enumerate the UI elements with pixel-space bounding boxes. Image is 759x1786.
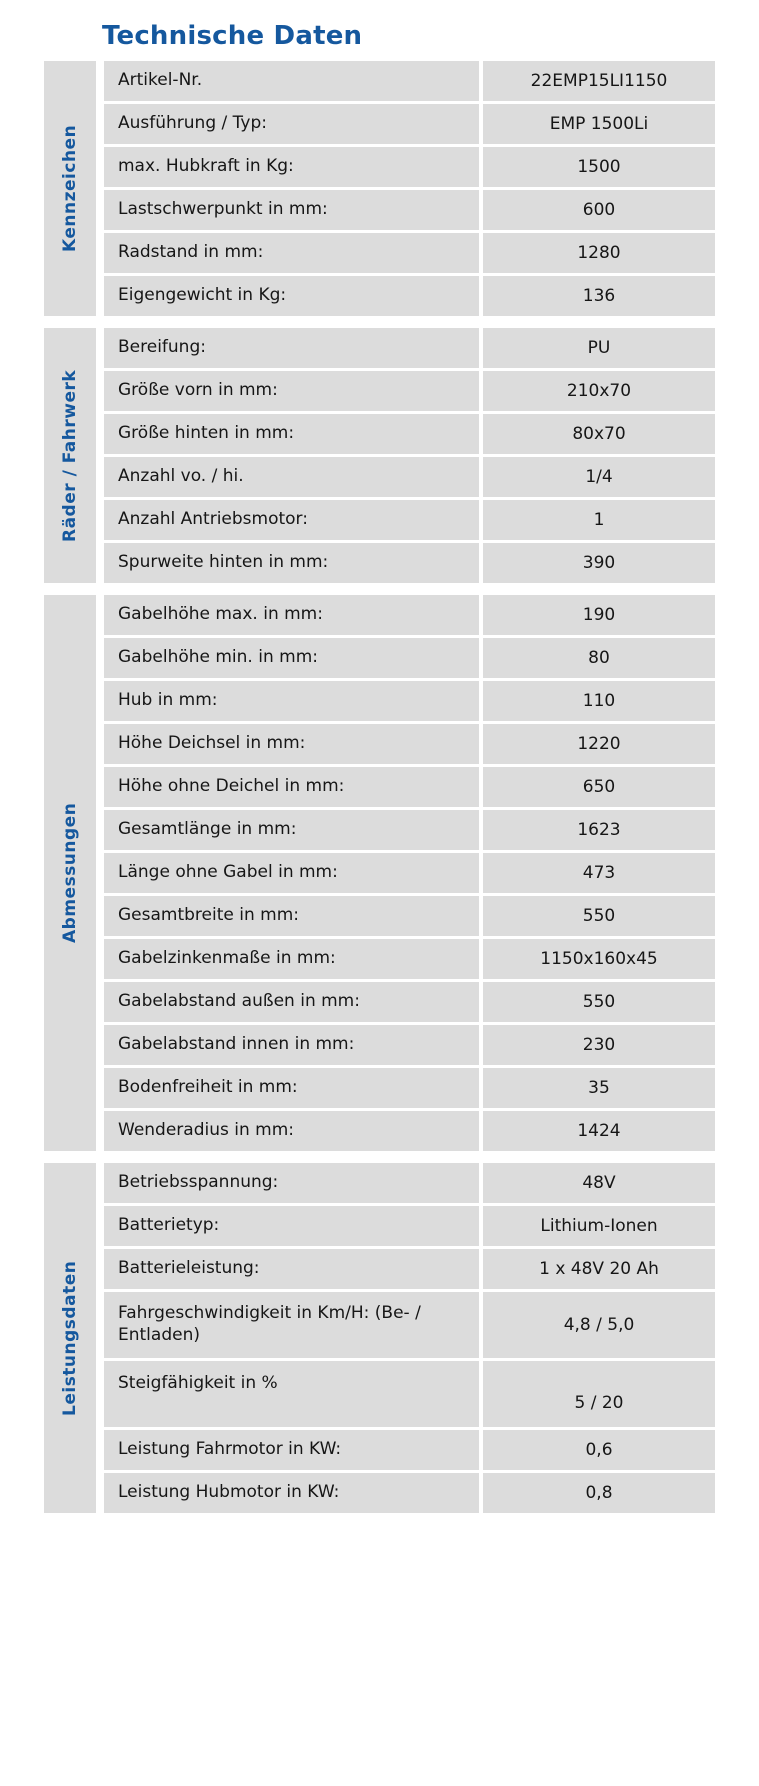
table-row xyxy=(104,543,715,583)
section-label-column xyxy=(44,595,96,1151)
spec-label: Bodenfreiheit in mm: xyxy=(104,1068,479,1108)
spec-label: Anzahl Antriebsmotor: xyxy=(104,500,479,540)
spec-label: Größe vorn in mm: xyxy=(104,371,479,411)
table-row xyxy=(104,939,715,979)
spec-label: Bereifung: xyxy=(104,328,479,368)
table-row xyxy=(104,1292,715,1358)
section-label-column xyxy=(44,328,96,583)
table-row xyxy=(104,457,715,497)
spec-label: Gabelhöhe min. in mm: xyxy=(104,638,479,678)
spec-label: Eigengewicht in Kg: xyxy=(104,276,479,316)
spec-value: 1280 xyxy=(483,233,715,273)
table-row xyxy=(104,1163,715,1203)
spec-value: 4,8 / 5,0 xyxy=(483,1292,715,1358)
spec-value: 35 xyxy=(483,1068,715,1108)
table-row xyxy=(104,147,715,187)
table-row xyxy=(104,190,715,230)
spec-label: Wenderadius in mm: xyxy=(104,1111,479,1151)
spec-value: 80 xyxy=(483,638,715,678)
spec-label: Gabelabstand außen in mm: xyxy=(104,982,479,1022)
spec-label: Hub in mm: xyxy=(104,681,479,721)
table-row xyxy=(104,595,715,635)
spec-label: Batterieleistung: xyxy=(104,1249,479,1289)
spec-section xyxy=(44,595,715,1151)
spec-label: Gesamtlänge in mm: xyxy=(104,810,479,850)
table-row xyxy=(104,276,715,316)
spec-value: 473 xyxy=(483,853,715,893)
spec-value: 22EMP15LI1150 xyxy=(483,61,715,101)
section-rows xyxy=(104,1163,715,1513)
spec-value: 136 xyxy=(483,276,715,316)
spec-label: Höhe Deichsel in mm: xyxy=(104,724,479,764)
spec-label: Leistung Fahrmotor in KW: xyxy=(104,1430,479,1470)
table-row xyxy=(104,982,715,1022)
section-label-column xyxy=(44,61,96,316)
spec-label: Größe hinten in mm: xyxy=(104,414,479,454)
spec-label: Fahrgeschwindigkeit in Km/H: (Be- / Entladen) xyxy=(104,1292,479,1358)
table-row xyxy=(104,853,715,893)
spec-value: 1 xyxy=(483,500,715,540)
spec-label: Anzahl vo. / hi. xyxy=(104,457,479,497)
section-label-text: Kennzeichen xyxy=(60,124,80,252)
table-row xyxy=(104,1473,715,1513)
table-row xyxy=(104,1068,715,1108)
spec-value: EMP 1500Li xyxy=(483,104,715,144)
spec-label: Gabelzinkenmaße in mm: xyxy=(104,939,479,979)
spec-label: Leistung Hubmotor in KW: xyxy=(104,1473,479,1513)
spec-value: 1424 xyxy=(483,1111,715,1151)
table-row xyxy=(104,896,715,936)
spec-label: Batterietyp: xyxy=(104,1206,479,1246)
spec-value: 0,8 xyxy=(483,1473,715,1513)
spec-value: 110 xyxy=(483,681,715,721)
spec-value: 80x70 xyxy=(483,414,715,454)
spec-section xyxy=(44,1163,715,1513)
table-row xyxy=(104,638,715,678)
section-rows xyxy=(104,61,715,316)
spec-label: Gesamtbreite in mm: xyxy=(104,896,479,936)
section-label-text: Leistungsdaten xyxy=(60,1259,80,1416)
table-row xyxy=(104,1430,715,1470)
table-row xyxy=(104,104,715,144)
table-row xyxy=(104,681,715,721)
spec-label: max. Hubkraft in Kg: xyxy=(104,147,479,187)
spec-value: 1220 xyxy=(483,724,715,764)
spec-label: Steigfähigkeit in % xyxy=(104,1361,479,1427)
spec-value: 1150x160x45 xyxy=(483,939,715,979)
spec-value: 550 xyxy=(483,896,715,936)
spec-label: Betriebsspannung: xyxy=(104,1163,479,1203)
spec-value: 1500 xyxy=(483,147,715,187)
section-label-text: Räder / Fahrwerk xyxy=(60,369,80,542)
spec-section xyxy=(44,61,715,316)
table-row xyxy=(104,371,715,411)
spec-label: Gabelabstand innen in mm: xyxy=(104,1025,479,1065)
spec-label: Gabelhöhe max. in mm: xyxy=(104,595,479,635)
spec-label: Artikel-Nr. xyxy=(104,61,479,101)
table-row xyxy=(104,414,715,454)
spec-label: Länge ohne Gabel in mm: xyxy=(104,853,479,893)
section-label-text: Abmessungen xyxy=(60,802,80,943)
spec-value: 230 xyxy=(483,1025,715,1065)
spec-section xyxy=(44,328,715,583)
section-rows xyxy=(104,595,715,1151)
table-row xyxy=(104,724,715,764)
spec-value: 1/4 xyxy=(483,457,715,497)
spec-value: Lithium-Ionen xyxy=(483,1206,715,1246)
spec-value: 5 / 20 xyxy=(483,1361,715,1427)
spec-label: Spurweite hinten in mm: xyxy=(104,543,479,583)
table-row xyxy=(104,1206,715,1246)
spec-value: 600 xyxy=(483,190,715,230)
spec-label: Ausführung / Typ: xyxy=(104,104,479,144)
table-row xyxy=(104,810,715,850)
table-row xyxy=(104,1361,715,1427)
section-label-column xyxy=(44,1163,96,1513)
spec-value: 190 xyxy=(483,595,715,635)
spec-value: PU xyxy=(483,328,715,368)
spec-label: Lastschwerpunkt in mm: xyxy=(104,190,479,230)
table-row xyxy=(104,1111,715,1151)
table-row xyxy=(104,500,715,540)
spec-label: Höhe ohne Deichel in mm: xyxy=(104,767,479,807)
spec-label: Radstand in mm: xyxy=(104,233,479,273)
spec-value: 1623 xyxy=(483,810,715,850)
spec-value: 650 xyxy=(483,767,715,807)
page-title: Technische Daten xyxy=(102,21,363,51)
spec-value: 390 xyxy=(483,543,715,583)
spec-value: 0,6 xyxy=(483,1430,715,1470)
table-row xyxy=(104,61,715,101)
spec-value: 550 xyxy=(483,982,715,1022)
table-row xyxy=(104,233,715,273)
spec-value: 1 x 48V 20 Ah xyxy=(483,1249,715,1289)
section-rows xyxy=(104,328,715,583)
table-row xyxy=(104,1025,715,1065)
table-row xyxy=(104,328,715,368)
table-row xyxy=(104,767,715,807)
spec-value: 210x70 xyxy=(483,371,715,411)
table-row xyxy=(104,1249,715,1289)
spec-value: 48V xyxy=(483,1163,715,1203)
spec-table xyxy=(0,61,759,1513)
